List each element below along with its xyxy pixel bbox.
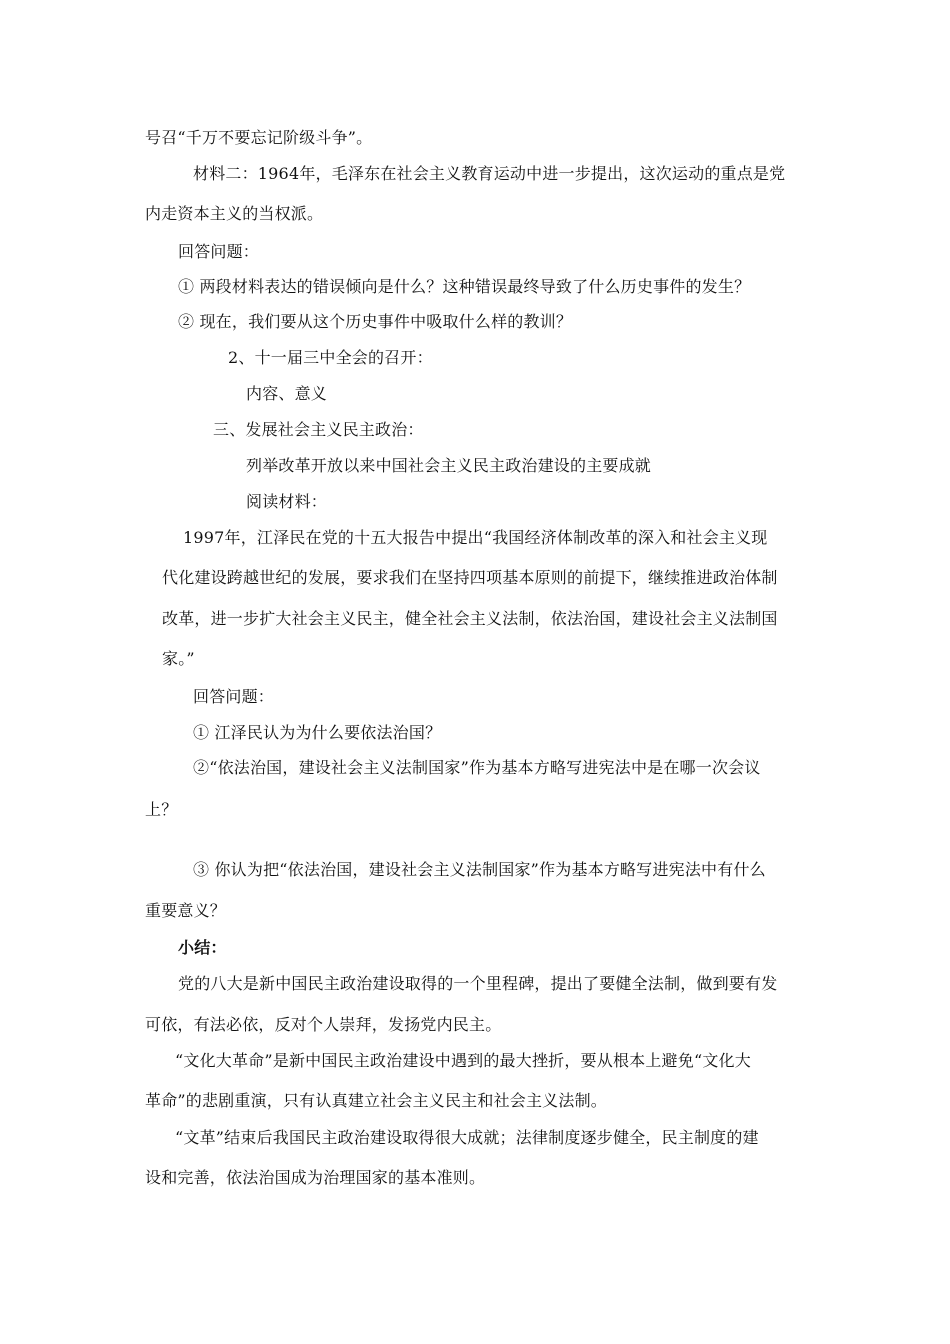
text-line: 回答问题： [193, 687, 275, 706]
text-line: 材料二：1964年，毛泽东在社会主义教育运动中进一步提出，这次运动的重点是党 [193, 164, 786, 183]
text-line: 1997年，江泽民在党的十五大报告中提出“我国经济体制改革的深入和社会主义现 [183, 528, 768, 547]
summary-heading: 小结： [178, 938, 227, 957]
text-line: 内容、意义 [246, 384, 328, 403]
text-line: 改革，进一步扩大社会主义民主，健全社会主义法制，依法治国，建设社会主义法制国 [162, 609, 778, 628]
text-line: 内走资本主义的当权派。 [145, 204, 324, 223]
text-line: 设和完善，依法治国成为治理国家的基本准则。 [145, 1168, 486, 1187]
text-line: 党的八大是新中国民主政治建设取得的一个里程碑，提出了要健全法制，做到要有发 [178, 974, 778, 993]
text-line: 可依，有法必依，反对个人崇拜，发扬党内民主。 [145, 1015, 502, 1034]
text-line: 上？ [145, 800, 178, 819]
text-line: “文化大革命”是新中国民主政治建设中遇到的最大挫折，要从根本上避免“文化大 [175, 1051, 751, 1070]
text-line: 家。” [162, 649, 195, 668]
text-line: ① 江泽民认为为什么要依法治国？ [193, 723, 442, 742]
text-line: 2、十一届三中全会的召开： [228, 348, 433, 367]
text-line: 革命”的悲剧重演，只有认真建立社会主义民主和社会主义法制。 [145, 1091, 607, 1110]
text-line: 列举改革开放以来中国社会主义民主政治建设的主要成就 [246, 456, 652, 475]
text-line: ③ 你认为把“依法治国，建设社会主义法制国家”作为基本方略写进宪法中有什么 [193, 860, 766, 879]
text-line: ② 现在，我们要从这个历史事件中吸取什么样的教训？ [178, 312, 573, 331]
text-line: 阅读材料： [246, 492, 328, 511]
text-line: 回答问题： [178, 242, 260, 261]
section-heading: 三、发展社会主义民主政治： [213, 420, 424, 439]
text-line: 代化建设跨越世纪的发展，要求我们在坚持四项基本原则的前提下，继续推进政治体制 [162, 568, 778, 587]
text-line: ① 两段材料表达的错误倾向是什么？这种错误最终导致了什么历史事件的发生？ [178, 277, 751, 296]
text-line: ②“依法治国，建设社会主义法制国家”作为基本方略写进宪法中是在哪一次会议 [193, 758, 761, 777]
text-line: 号召“千万不要忘记阶级斗争”。 [145, 128, 373, 147]
text-line: “文革”结束后我国民主政治建设取得很大成就；法律制度逐步健全，民主制度的建 [175, 1128, 759, 1147]
text-line: 重要意义？ [145, 901, 227, 920]
